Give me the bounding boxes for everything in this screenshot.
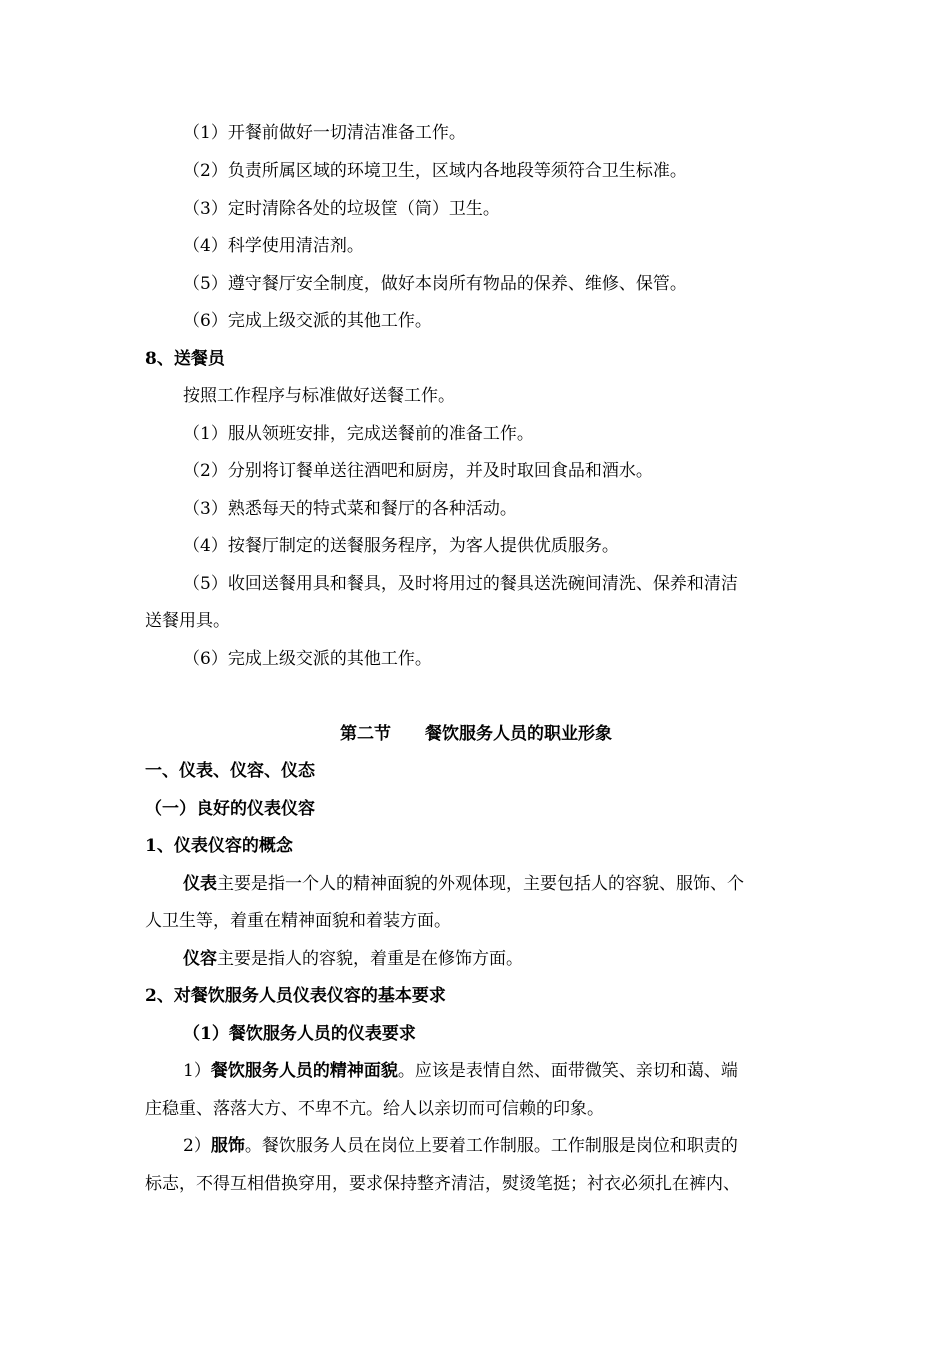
definition-appearance-text: 主要是指一个人的精神面貌的外观体现，主要包括人的容貌、服饰、个	[217, 874, 744, 894]
section-number: 第二节	[340, 724, 391, 744]
paragraph-attire-text: 。餐饮服务人员在岗位上要着工作制服。工作制服是岗位和职责的	[244, 1136, 738, 1156]
term-grooming: 仪容	[183, 949, 217, 969]
delivery-duty-4: （4）按餐厅制定的送餐服务程序，为客人提供优质服务。	[183, 536, 619, 556]
cleaner-duty-5: （5）遵守餐厅安全制度，做好本岗所有物品的保养、维修、保管。	[183, 274, 687, 294]
paragraph-spirit-text: 。应该是表情自然、面带微笑、亲切和蔼、端	[397, 1061, 738, 1081]
delivery-duty-6: （6）完成上级交派的其他工作。	[183, 649, 432, 669]
cleaner-duty-4: （4）科学使用清洁剂。	[183, 236, 364, 256]
cleaner-duty-6: （6）完成上级交派的其他工作。	[183, 311, 432, 331]
definition-grooming	[183, 946, 523, 972]
definition-appearance-line2: 人卫生等，着重在精神面貌和着装方面。	[145, 911, 451, 931]
delivery-intro: 按照工作程序与标准做好送餐工作。	[183, 386, 455, 406]
heading-requirements: 2、对餐饮服务人员仪表仪容的基本要求	[145, 986, 446, 1006]
cleaner-duty-3: （3）定时清除各处的垃圾筐（筒）卫生。	[183, 199, 500, 219]
paragraph-spirit-line2: 庄稳重、落落大方、不卑不亢。给人以亲切而可信赖的印象。	[145, 1099, 604, 1119]
cleaner-duty-2: （2）负责所属区域的环境卫生，区域内各地段等须符合卫生标准。	[183, 161, 687, 181]
term-appearance: 仪表	[183, 874, 217, 894]
paragraph-attire-line1	[183, 1133, 738, 1159]
definition-grooming-text: 主要是指人的容貌，着重是在修饰方面。	[217, 949, 523, 969]
definition-appearance-line1	[183, 871, 744, 897]
section-title	[0, 721, 952, 747]
paragraph-spirit-number: 1）	[183, 1061, 211, 1081]
delivery-duty-2: （2）分别将订餐单送往酒吧和厨房，并及时取回食品和酒水。	[183, 461, 653, 481]
term-attire: 服饰	[210, 1136, 245, 1156]
paragraph-spirit-line1	[183, 1058, 738, 1084]
term-spirit: 餐饮服务人员的精神面貌	[210, 1061, 398, 1081]
cleaner-duty-1: （1）开餐前做好一切清洁准备工作。	[183, 123, 466, 143]
delivery-duty-1: （1）服从领班安排，完成送餐前的准备工作。	[183, 424, 534, 444]
subheading-appearance-requirements: （1）餐饮服务人员的仪表要求	[183, 1024, 416, 1044]
delivery-duty-5-line1: （5）收回送餐用具和餐具，及时将用过的餐具送洗碗间清洗、保养和清洁	[183, 574, 738, 594]
delivery-heading: 8、送餐员	[145, 349, 225, 369]
heading-level-3: 1、仪表仪容的概念	[145, 836, 293, 856]
delivery-duty-3: （3）熟悉每天的特式菜和餐厅的各种活动。	[183, 499, 517, 519]
paragraph-attire-line2: 标志，不得互相借换穿用，要求保持整齐清洁，熨烫笔挺；衬衣必须扎在裤内、	[145, 1174, 740, 1194]
paragraph-attire-number: 2）	[183, 1136, 211, 1156]
heading-level-2: （一）良好的仪表仪容	[145, 799, 315, 819]
section-name: 餐饮服务人员的职业形象	[425, 724, 612, 744]
heading-level-1: 一、仪表、仪容、仪态	[145, 761, 315, 781]
delivery-duty-5-line2: 送餐用具。	[145, 611, 230, 631]
